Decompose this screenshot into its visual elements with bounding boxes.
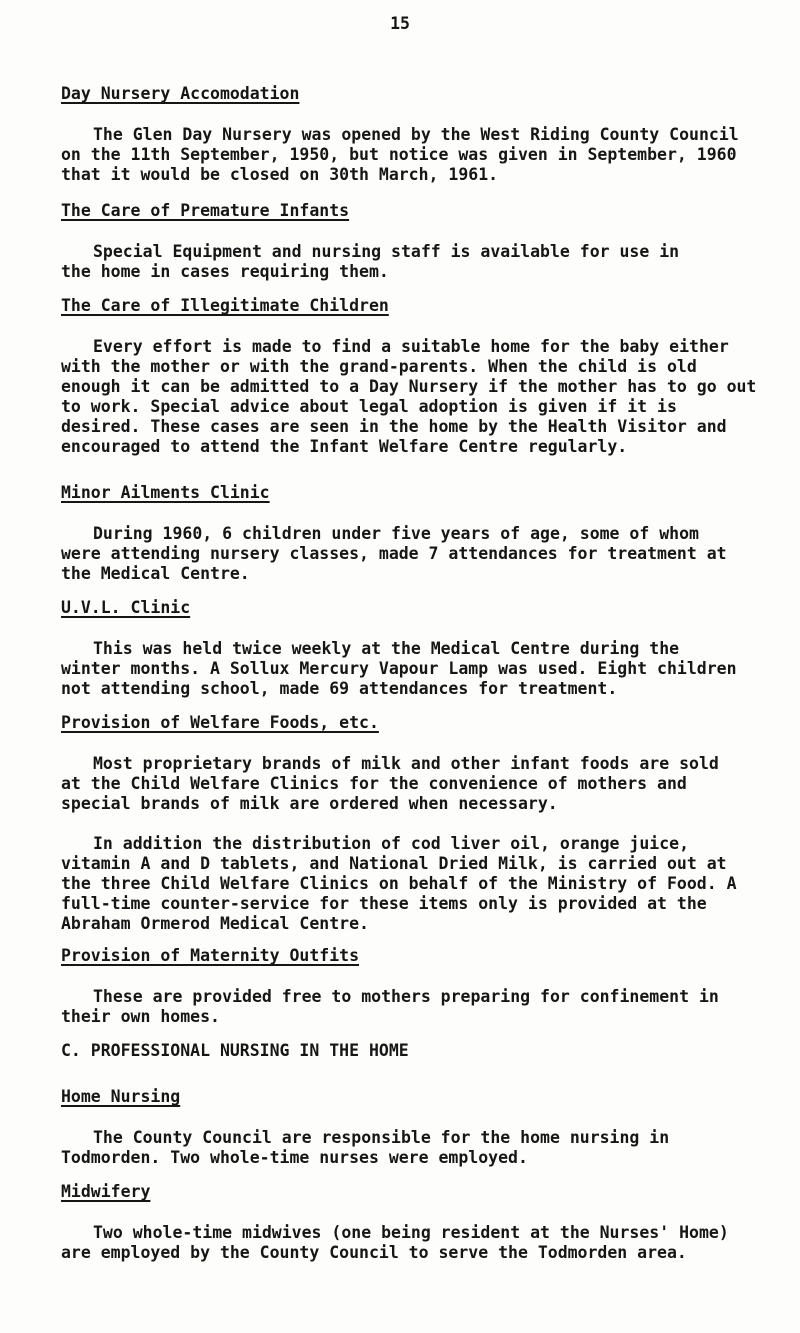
- section-uvl-clinic: [61, 598, 761, 699]
- paragraph-line: desired. These cases are seen in the home by the Health Visitor and: [61, 417, 727, 436]
- paragraph-line: at the Child Welfare Clinics for the convenience of mothers and: [61, 774, 687, 793]
- part-heading: C. PROFESSIONAL NURSING IN THE HOME: [61, 1041, 409, 1060]
- paragraph-line: the home in cases requiring them.: [61, 262, 389, 281]
- paragraph-line: to work. Special advice about legal adoption is given if it is: [61, 397, 677, 416]
- paragraph: [61, 337, 761, 457]
- section-heading: Provision of Welfare Foods, etc.: [61, 713, 379, 732]
- paragraph-line: their own homes.: [61, 1007, 220, 1026]
- section-maternity-outfits: [61, 946, 761, 1027]
- section-heading: Provision of Maternity Outfits: [61, 946, 360, 965]
- paragraph-line: Most proprietary brands of milk and other infant foods are sold: [93, 754, 719, 773]
- paragraph-line: Two whole-time midwives (one being resident at the Nurses' Home): [93, 1223, 729, 1242]
- section-heading: Home Nursing: [61, 1087, 181, 1106]
- section-heading: Midwifery: [61, 1182, 151, 1201]
- paragraph-line: special brands of milk are ordered when necessary.: [61, 794, 558, 813]
- paragraph: [61, 834, 761, 934]
- section-welfare-foods: [61, 713, 761, 934]
- section-heading: The Care of Premature Infants: [61, 201, 350, 220]
- paragraph-line: vitamin A and D tablets, and National Dried Milk, is carried out at: [61, 854, 727, 873]
- paragraph: [61, 242, 761, 282]
- section-day-nursery: [61, 84, 761, 185]
- paragraph-line: the Medical Centre.: [61, 564, 250, 583]
- paragraph-line: enough it can be admitted to a Day Nursery if the mother has to go out: [61, 377, 757, 396]
- paragraph: [61, 1128, 761, 1168]
- paragraph: [61, 754, 761, 814]
- paragraph-line: were attending nursery classes, made 7 attendances for treatment at: [61, 544, 727, 563]
- section-home-nursing: [61, 1087, 761, 1168]
- section-heading: Day Nursery Accomodation: [61, 84, 300, 103]
- paragraph-line: the three Child Welfare Clinics on behalf of the Ministry of Food. A: [61, 874, 737, 893]
- paragraph-line: Abraham Ormerod Medical Centre.: [61, 914, 369, 933]
- paragraph: [61, 524, 761, 584]
- paragraph-line: The County Council are responsible for the home nursing in: [93, 1128, 670, 1147]
- section-illegitimate-children: [61, 296, 761, 457]
- paragraph-line: not attending school, made 69 attendances for treatment.: [61, 679, 618, 698]
- section-heading: Minor Ailments Clinic: [61, 483, 270, 502]
- section-premature-infants: [61, 201, 761, 282]
- paragraph: [61, 1223, 761, 1263]
- section-minor-ailments-clinic: [61, 483, 761, 584]
- paragraph-line: full-time counter-service for these items only is provided at the: [61, 894, 707, 913]
- paragraph-line: encouraged to attend the Infant Welfare Centre regularly.: [61, 437, 628, 456]
- paragraph-line: are employed by the County Council to serve the Todmorden area.: [61, 1243, 687, 1262]
- paragraph-line: This was held twice weekly at the Medical Centre during the: [93, 639, 680, 658]
- paragraph-line: The Glen Day Nursery was opened by the West Riding County Council: [93, 125, 739, 144]
- page-number: 15: [390, 14, 410, 33]
- paragraph-line: These are provided free to mothers preparing for confinement in: [93, 987, 719, 1006]
- paragraph-line: During 1960, 6 children under five years of age, some of whom: [93, 524, 699, 543]
- paragraph: [61, 987, 761, 1027]
- section-midwifery: [61, 1182, 761, 1263]
- section-professional-nursing: [61, 1041, 761, 1061]
- paragraph-line: on the 11th September, 1950, but notice was given in September, 1960: [61, 145, 737, 164]
- paragraph-line: Special Equipment and nursing staff is available for use in: [93, 242, 680, 261]
- paragraph-line: Todmorden. Two whole-time nurses were employed.: [61, 1148, 528, 1167]
- paragraph-line: Every effort is made to find a suitable home for the baby either: [93, 337, 729, 356]
- paragraph-line: winter months. A Sollux Mercury Vapour Lamp was used. Eight children: [61, 659, 737, 678]
- paragraph: [61, 639, 761, 699]
- section-heading: The Care of Illegitimate Children: [61, 296, 389, 315]
- section-heading: U.V.L. Clinic: [61, 598, 191, 617]
- paragraph: [61, 125, 761, 185]
- paragraph-line: with the mother or with the grand-parents. When the child is old: [61, 357, 697, 376]
- paragraph-line: In addition the distribution of cod liver oil, orange juice,: [93, 834, 690, 853]
- paragraph-line: that it would be closed on 30th March, 1961.: [61, 165, 499, 184]
